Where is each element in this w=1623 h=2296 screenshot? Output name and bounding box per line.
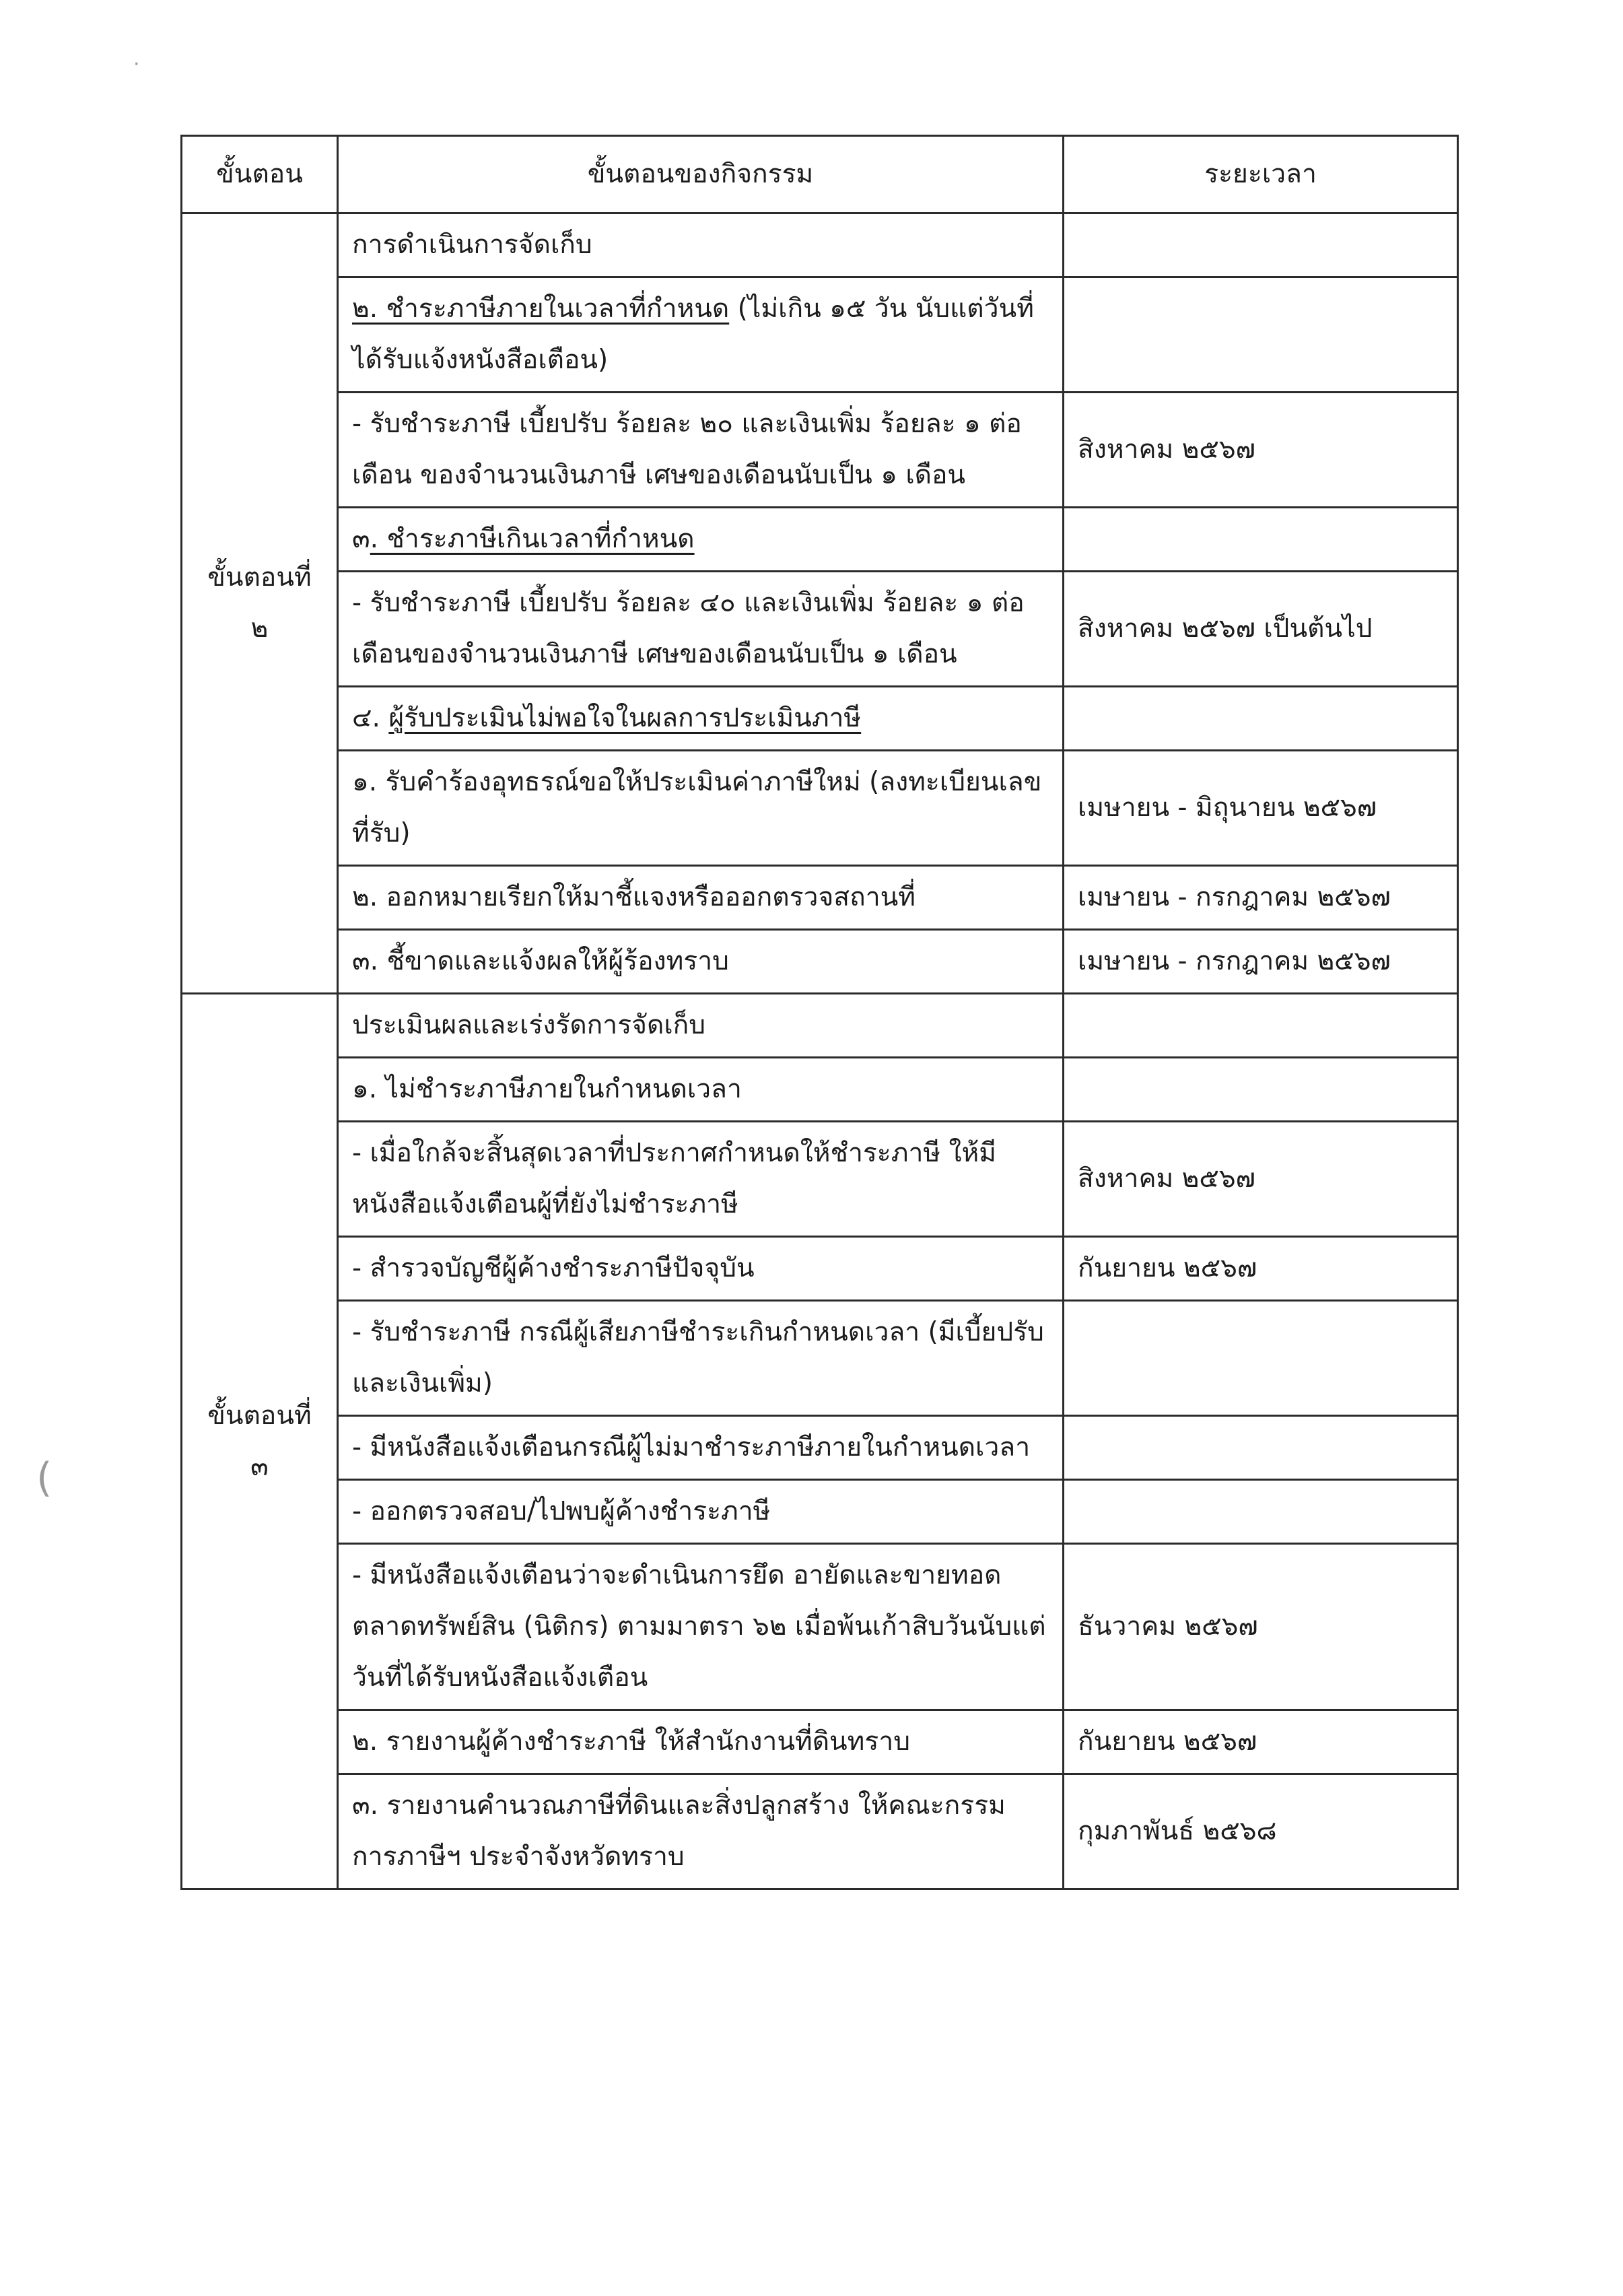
step-2-label	[182, 213, 338, 994]
header-activity: ขั้นตอนของกิจกรรม	[338, 136, 1064, 213]
period-cell	[1064, 994, 1458, 1058]
activity-prefix: ๓	[352, 524, 370, 554]
table-header-row	[182, 136, 1458, 213]
table-row	[182, 687, 1458, 751]
table-row	[182, 1237, 1458, 1301]
activity-cell: ๓. ชี้ขาดและแจ้งผลให้ผู้ร้องทราบ	[338, 930, 1064, 994]
table-row	[182, 508, 1458, 572]
activity-cell: - เมื่อใกล้จะสิ้นสุดเวลาที่ประกาศกำหนดให้ชำระภาษี ให้มีหนังสือแจ้งเตือนผู้ที่ยังไม่ชำระภาษี	[338, 1122, 1064, 1237]
table-row	[182, 1710, 1458, 1774]
activity-cell: ประเมินผลและเร่งรัดการจัดเก็บ	[338, 994, 1064, 1058]
period-cell: กุมภาพันธ์ ๒๕๖๘	[1064, 1774, 1458, 1889]
activity-cell: ๑. ไม่ชำระภาษีภายในกำหนดเวลา	[338, 1058, 1064, 1122]
table-row	[182, 277, 1458, 393]
table-row	[182, 213, 1458, 277]
table-row	[182, 1301, 1458, 1416]
period-cell	[1064, 213, 1458, 277]
period-cell	[1064, 508, 1458, 572]
activity-cell	[338, 687, 1064, 751]
period-cell	[1064, 277, 1458, 393]
period-cell: ธันวาคม ๒๕๖๗	[1064, 1544, 1458, 1710]
table-row	[182, 1122, 1458, 1237]
period-cell: เมษายน - กรกฎาคม ๒๕๖๗	[1064, 866, 1458, 930]
activity-heading-underlined: ผู้รับประเมินไม่พอใจในผลการประเมินภาษี	[388, 703, 862, 733]
activity-cell: - รับชำระภาษี เบี้ยปรับ ร้อยละ ๔๐ และเงินเพิ่ม ร้อยละ ๑ ต่อเดือนของจำนวนเงินภาษี เศษของเดือนนับเป็น ๑ เดือน	[338, 572, 1064, 687]
table-row	[182, 1544, 1458, 1710]
period-cell: กันยายน ๒๕๖๗	[1064, 1710, 1458, 1774]
activity-cell: การดำเนินการจัดเก็บ	[338, 213, 1064, 277]
activity-cell: - มีหนังสือแจ้งเตือนกรณีผู้ไม่มาชำระภาษีภายในกำหนดเวลา	[338, 1416, 1064, 1480]
activity-heading-underlined: . ชำระภาษีเกินเวลาที่กำหนด	[370, 524, 695, 554]
activity-prefix: ๔.	[352, 703, 389, 733]
activity-cell: ๒. รายงานผู้ค้างชำระภาษี ให้สำนักงานที่ดินทราบ	[338, 1710, 1064, 1774]
period-cell: เมษายน - กรกฎาคม ๒๕๖๗	[1064, 930, 1458, 994]
period-cell: สิงหาคม ๒๕๖๗	[1064, 393, 1458, 508]
table-row	[182, 1058, 1458, 1122]
table-row	[182, 1774, 1458, 1889]
header-step: ขั้นตอน	[182, 136, 338, 213]
table-row	[182, 866, 1458, 930]
activity-cell: - รับชำระภาษี เบี้ยปรับ ร้อยละ ๒๐ และเงินเพิ่ม ร้อยละ ๑ ต่อเดือน ของจำนวนเงินภาษี เศษของเดือนนับเป็น ๑ เดือน	[338, 393, 1064, 508]
activity-heading-underlined: ๒. ชำระภาษีภายในเวลาที่กำหนด	[352, 294, 730, 324]
activity-cell	[338, 508, 1064, 572]
table-row	[182, 1416, 1458, 1480]
activity-cell: - รับชำระภาษี กรณีผู้เสียภาษีชำระเกินกำหนดเวลา (มีเบี้ยปรับและเงินเพิ่ม)	[338, 1301, 1064, 1416]
step-3-label-line2: ๓	[250, 1451, 269, 1482]
activity-cell: - ออกตรวจสอบ/ไปพบผู้ค้างชำระภาษี	[338, 1480, 1064, 1544]
period-cell	[1064, 1301, 1458, 1416]
step-3-label-line1: ขั้นตอนที่	[207, 1400, 312, 1431]
table-row	[182, 1480, 1458, 1544]
table-row	[182, 393, 1458, 508]
activity-cell: ๒. ออกหมายเรียกให้มาชี้แจงหรือออกตรวจสถานที่	[338, 866, 1064, 930]
activity-cell: ๑. รับคำร้องอุทธรณ์ขอให้ประเมินค่าภาษีใหม่ (ลงทะเบียนเลขที่รับ)	[338, 751, 1064, 866]
period-cell: สิงหาคม ๒๕๖๗	[1064, 1122, 1458, 1237]
activity-heading-rest: (ไม่เกิน ๑๕ วัน นับแต่วันที่ได้รับแจ้งหนังสือเตือน)	[352, 294, 1034, 375]
table-row	[182, 930, 1458, 994]
table-row	[182, 994, 1458, 1058]
step-2-label-line2: ๒	[250, 613, 269, 644]
scan-mark: (	[36, 1454, 53, 1501]
table-row	[182, 572, 1458, 687]
period-cell	[1064, 1058, 1458, 1122]
period-cell	[1064, 1480, 1458, 1544]
period-cell: กันยายน ๒๕๖๗	[1064, 1237, 1458, 1301]
period-cell: สิงหาคม ๒๕๖๗ เป็นต้นไป	[1064, 572, 1458, 687]
table-row	[182, 751, 1458, 866]
period-cell	[1064, 1416, 1458, 1480]
activity-cell	[338, 277, 1064, 393]
activity-cell: ๓. รายงานคำนวณภาษีที่ดินและสิ่งปลูกสร้าง ให้คณะกรรมการภาษีฯ ประจำจังหวัดทราบ	[338, 1774, 1064, 1889]
period-cell: เมษายน - มิถุนายน ๒๕๖๗	[1064, 751, 1458, 866]
scan-speck: ·	[133, 53, 140, 76]
activity-cell: - มีหนังสือแจ้งเตือนว่าจะดำเนินการยึด อายัดและขายทอดตลาดทรัพย์สิน (นิติกร) ตามมาตรา ๖๒ เมื่อพ้นเก้าสิบวันนับแต่วันที่ได้รับหนังสือแจ้งเตือน	[338, 1544, 1064, 1710]
activity-schedule-table	[180, 135, 1459, 1890]
period-cell	[1064, 687, 1458, 751]
step-3-label	[182, 994, 338, 1889]
header-period: ระยะเวลา	[1064, 136, 1458, 213]
activity-cell: - สำรวจบัญชีผู้ค้างชำระภาษีปัจจุบัน	[338, 1237, 1064, 1301]
step-2-label-line1: ขั้นตอนที่	[207, 562, 312, 593]
